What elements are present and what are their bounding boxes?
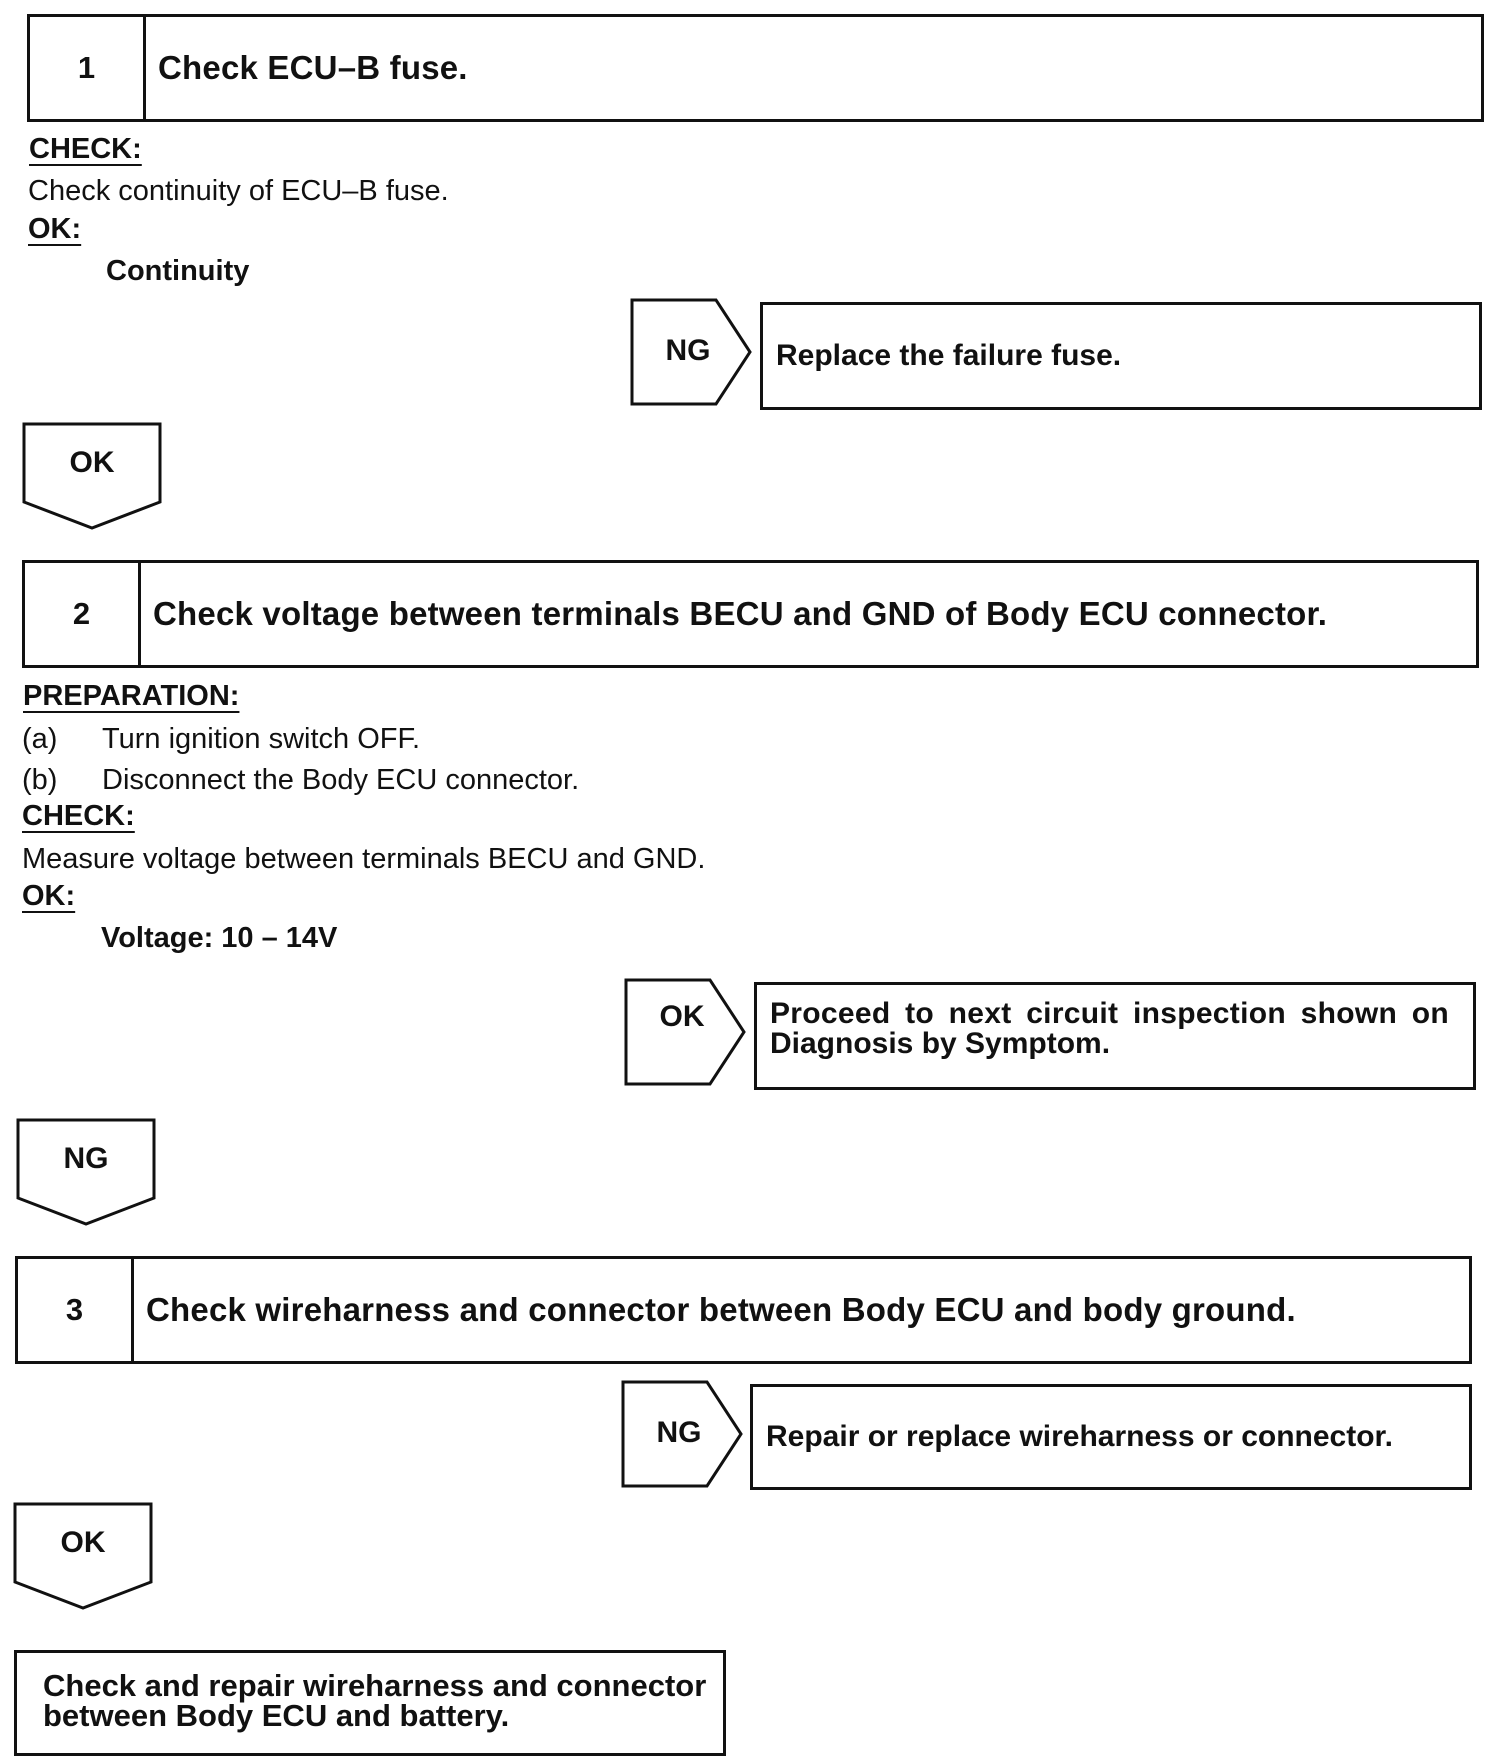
step-number: 3	[18, 1259, 134, 1361]
check-text: Check continuity of ECU–B fuse.	[28, 175, 449, 207]
ok-result-line: Proceed to next circuit inspection shown on	[770, 997, 1449, 1030]
prep-item-text: Turn ignition switch OFF.	[102, 723, 421, 755]
ok-label: OK:	[22, 880, 76, 912]
ok-arrow-label: OK	[69, 446, 115, 479]
ok-arrow-label: OK	[659, 1000, 705, 1033]
prep-item-marker: (a)	[22, 723, 58, 755]
final-action-line: between Body ECU and battery.	[43, 1698, 510, 1733]
ok-arrow-label: OK	[60, 1526, 106, 1559]
ok-result-line: Diagnosis by Symptom.	[770, 1027, 1111, 1060]
step-3-box	[15, 1256, 1472, 1364]
step-number: 1	[30, 17, 146, 119]
ok-label: OK:	[28, 213, 82, 245]
step-title: Check ECU–B fuse.	[158, 49, 468, 86]
check-label: CHECK:	[29, 133, 142, 165]
step-number: 2	[25, 563, 141, 665]
final-action-line: Check and repair wireharness and connector	[43, 1668, 707, 1703]
check-label: CHECK:	[22, 800, 135, 832]
final-action-box	[14, 1650, 726, 1756]
step-title: Check voltage between terminals BECU and GND of Body ECU connector.	[153, 595, 1328, 632]
ng-arrow-label: NG	[665, 334, 711, 367]
ng-result-box: Replace the failure fuse.	[760, 302, 1482, 410]
ok-value: Continuity	[106, 255, 250, 287]
ng-arrow-label: NG	[656, 1416, 702, 1449]
step-2-box	[22, 560, 1479, 668]
ng-result-box: Repair or replace wireharness or connector.	[750, 1384, 1472, 1490]
ok-value: Voltage: 10 – 14V	[101, 922, 338, 954]
prep-item-marker: (b)	[22, 764, 58, 796]
step-title: Check wireharness and connector between Body ECU and body ground.	[146, 1291, 1296, 1328]
check-text: Measure voltage between terminals BECU and GND.	[22, 843, 706, 875]
ok-result-box	[754, 982, 1476, 1090]
prep-item-text: Disconnect the Body ECU connector.	[102, 764, 580, 796]
step-1-box	[27, 14, 1484, 122]
ng-arrow-label: NG	[63, 1142, 109, 1175]
preparation-label: PREPARATION:	[23, 680, 240, 712]
